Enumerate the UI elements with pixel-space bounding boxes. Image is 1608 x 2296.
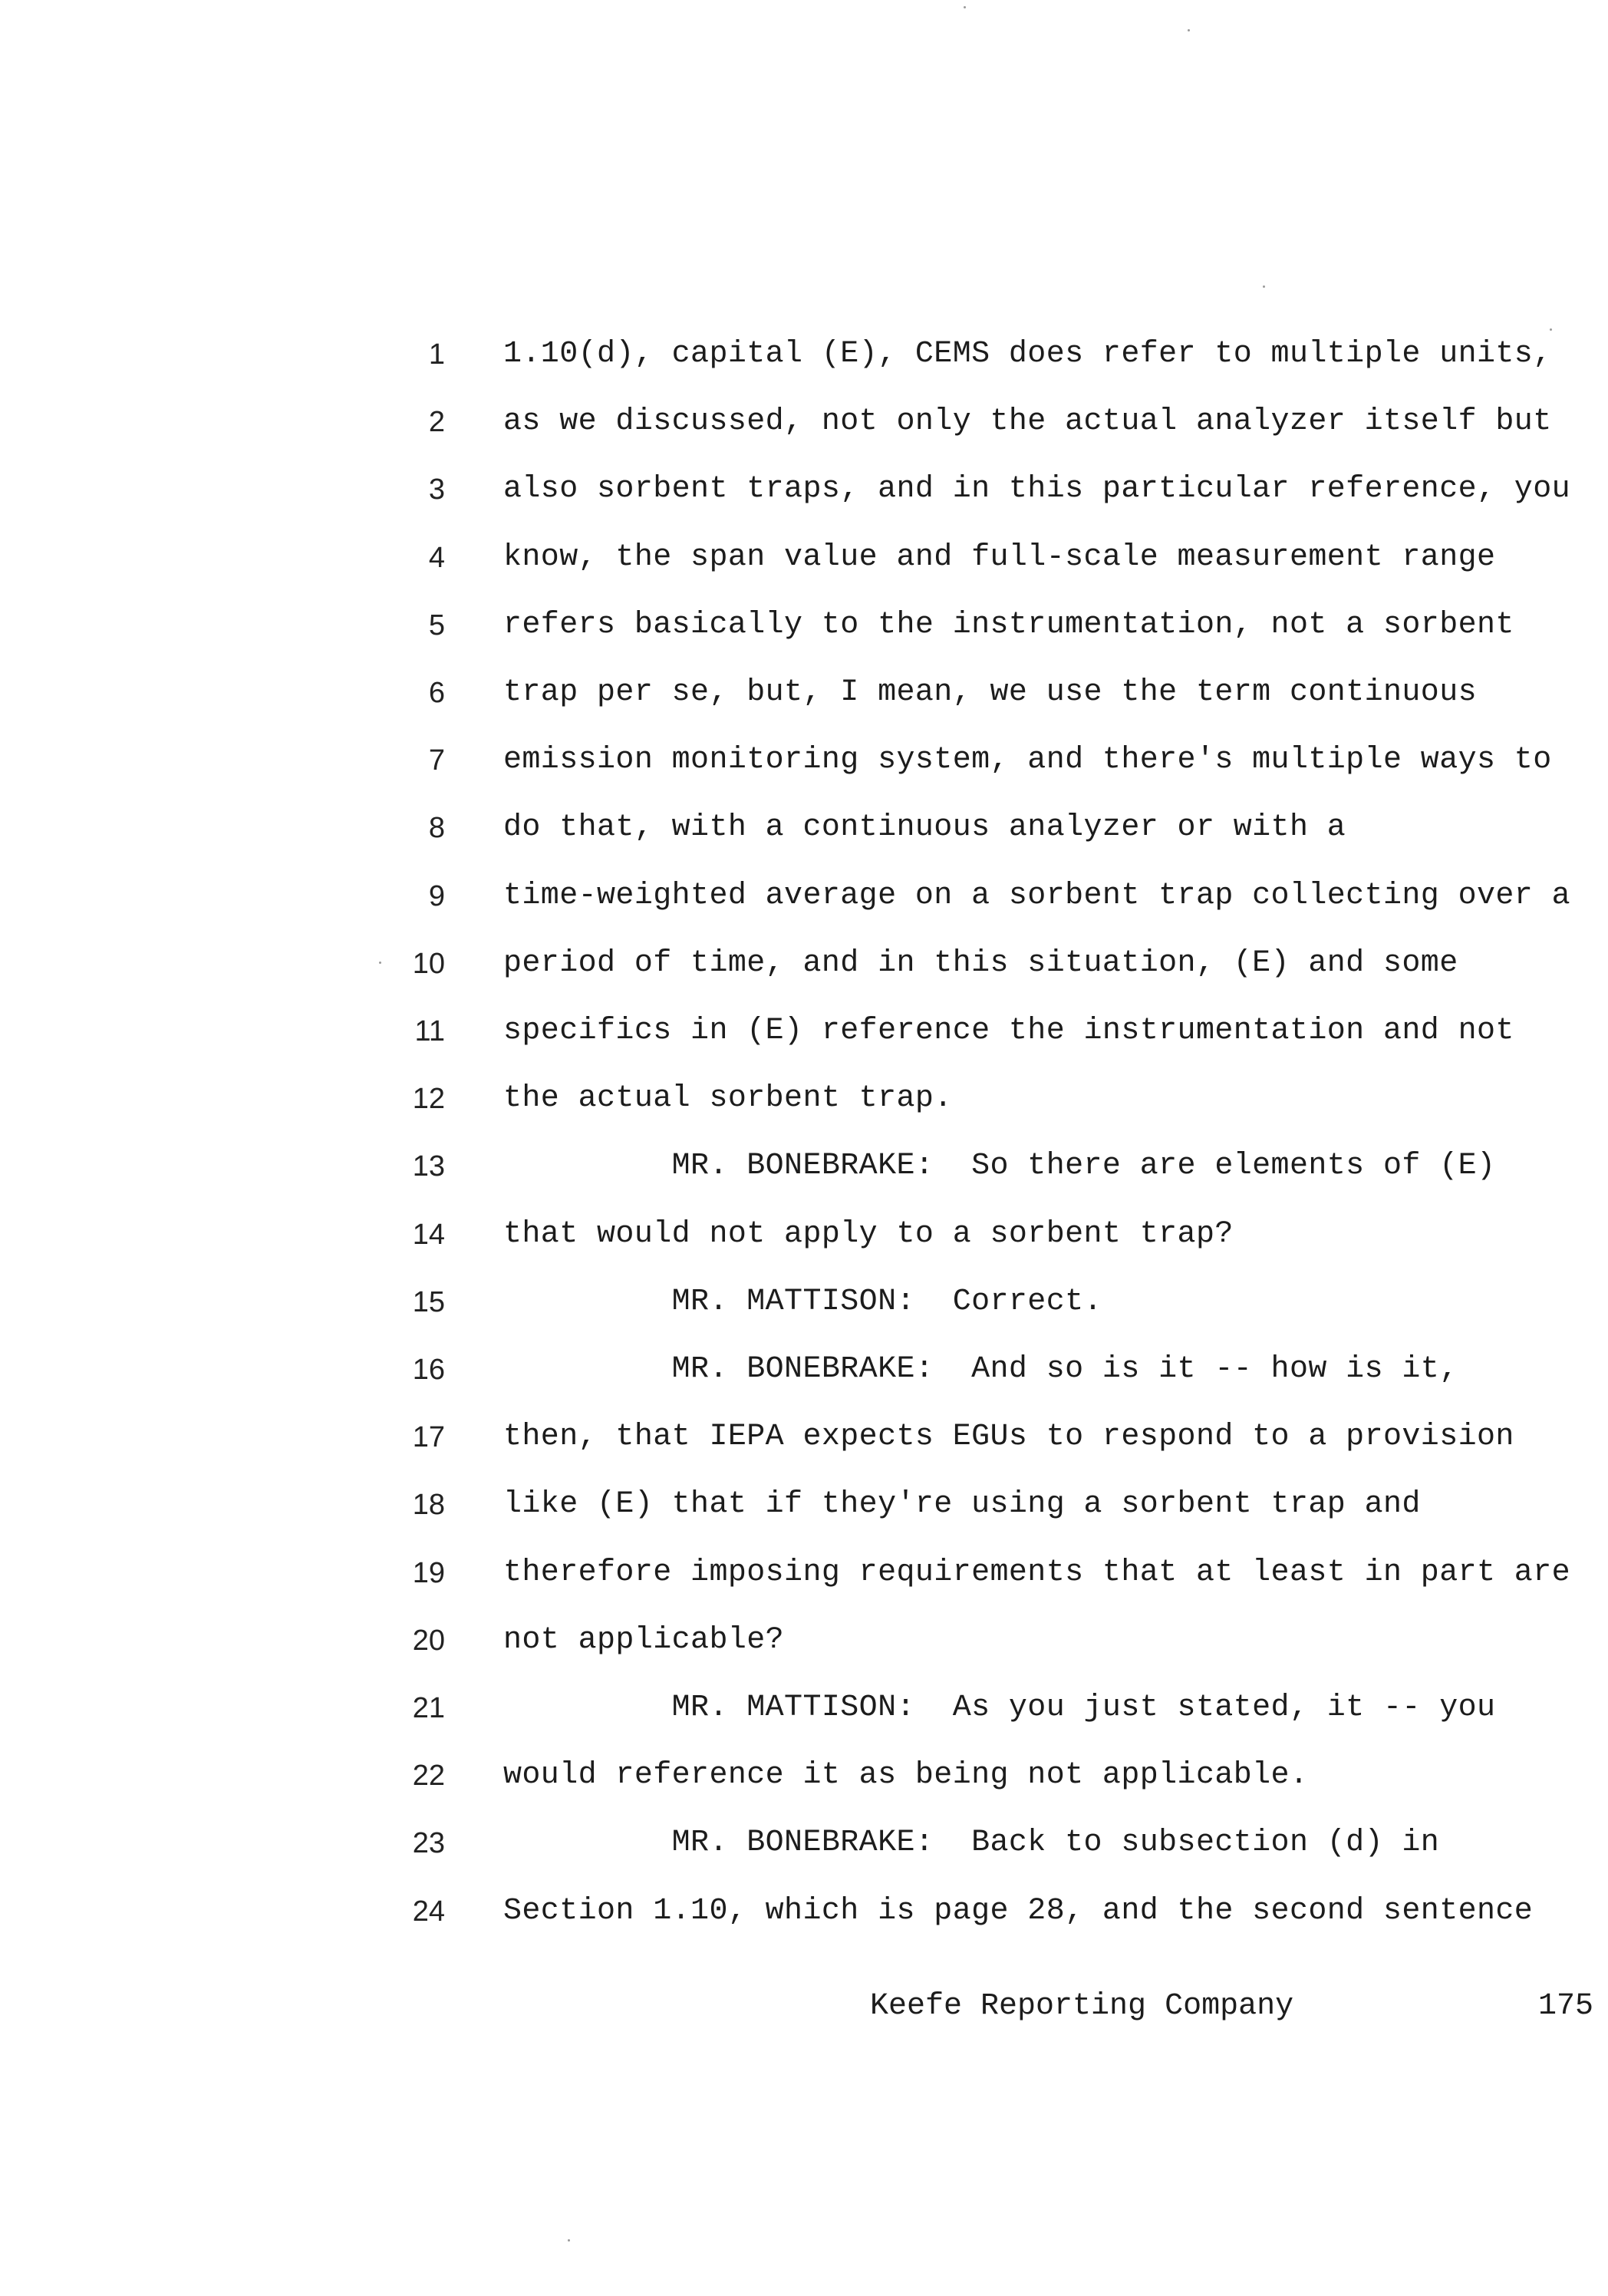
transcript-line xyxy=(0,1753,1608,1799)
line-text: trap per se, but, I mean, we use the term continuous xyxy=(503,675,1478,710)
line-number: 18 xyxy=(412,1489,445,1522)
line-text: MR. BONEBRAKE: So there are elements of (E) xyxy=(503,1149,1496,1184)
scan-speck xyxy=(1188,29,1190,31)
footer-company: Keefe Reporting Company xyxy=(870,1989,1294,2024)
line-text: emission monitoring system, and there's multiple ways to xyxy=(503,743,1552,778)
line-text: not applicable? xyxy=(503,1622,785,1658)
line-number: 24 xyxy=(412,1895,445,1928)
line-number: 13 xyxy=(412,1150,445,1183)
transcript-line xyxy=(0,941,1608,987)
line-text: then, that IEPA expects EGUs to respond to a provision xyxy=(503,1420,1514,1455)
line-number: 22 xyxy=(412,1760,445,1793)
line-text: Section 1.10, which is page 28, and the second sentence xyxy=(503,1893,1534,1928)
line-number: 17 xyxy=(412,1421,445,1454)
scan-speck xyxy=(1550,328,1552,331)
page-number: 175 xyxy=(1538,1989,1594,2024)
line-text: like (E) that if they're using a sorbent trap and xyxy=(503,1487,1421,1522)
line-number: 7 xyxy=(428,744,445,777)
line-text: that would not apply to a sorbent trap? xyxy=(503,1216,1234,1252)
transcript-line xyxy=(0,1212,1608,1258)
line-text: the actual sorbent trap. xyxy=(503,1081,953,1117)
line-text: MR. BONEBRAKE: And so is it -- how is it, xyxy=(503,1352,1458,1387)
transcript-line xyxy=(0,1347,1608,1393)
transcript-line xyxy=(0,805,1608,851)
line-number: 19 xyxy=(412,1556,445,1589)
transcript-line xyxy=(0,602,1608,648)
transcript-line xyxy=(0,873,1608,919)
line-number: 4 xyxy=(428,541,445,574)
scan-speck xyxy=(964,6,966,8)
transcript-line xyxy=(0,1008,1608,1054)
transcript-line xyxy=(0,1889,1608,1935)
transcript-line xyxy=(0,670,1608,716)
line-text: 1.10(d), capital (E), CEMS does refer to multiple units, xyxy=(503,337,1552,371)
line-number: 14 xyxy=(412,1218,445,1251)
transcript-line xyxy=(0,1482,1608,1528)
line-text: specifics in (E) reference the instrumentation and not xyxy=(503,1014,1514,1048)
line-text: therefore imposing requirements that at least in part are xyxy=(503,1555,1571,1590)
line-text: MR. BONEBRAKE: Back to subsection (d) in xyxy=(503,1826,1440,1861)
line-number: 12 xyxy=(412,1083,445,1116)
line-text: would reference it as being not applicable. xyxy=(503,1758,1309,1793)
line-number: 16 xyxy=(412,1354,445,1386)
line-number: 1 xyxy=(428,338,445,371)
transcript-line xyxy=(0,1414,1608,1460)
line-number: 5 xyxy=(428,609,445,642)
line-number: 10 xyxy=(412,947,445,980)
transcript-line xyxy=(0,332,1608,378)
line-number: 15 xyxy=(412,1285,445,1318)
transcript-line xyxy=(0,737,1608,783)
line-number: 9 xyxy=(428,879,445,912)
line-text: also sorbent traps, and in this particular reference, you xyxy=(503,472,1571,507)
line-number: 11 xyxy=(414,1015,445,1047)
transcript-line xyxy=(0,1076,1608,1122)
line-text: MR. MATTISON: Correct. xyxy=(503,1284,1102,1319)
line-number: 21 xyxy=(412,1692,445,1724)
transcript-line xyxy=(0,467,1608,513)
transcript-line xyxy=(0,399,1608,445)
line-text: do that, with a continuous analyzer or with a xyxy=(503,810,1346,846)
transcript-line xyxy=(0,1550,1608,1596)
transcript-line xyxy=(0,1618,1608,1664)
line-text: refers basically to the instrumentation, not a sorbent xyxy=(503,607,1514,642)
line-number: 2 xyxy=(428,406,445,439)
line-text: know, the span value and full-scale measurement range xyxy=(503,539,1496,575)
line-text: as we discussed, not only the actual analyzer itself but xyxy=(503,404,1552,440)
line-number: 20 xyxy=(412,1624,445,1657)
transcript-line xyxy=(0,1685,1608,1731)
line-text: period of time, and in this situation, (E) and some xyxy=(503,945,1458,981)
transcript-line xyxy=(0,535,1608,581)
scan-speck xyxy=(379,962,381,964)
transcript-line xyxy=(0,1279,1608,1325)
scan-speck xyxy=(568,2239,570,2242)
line-number: 8 xyxy=(428,812,445,845)
transcript-line xyxy=(0,1820,1608,1866)
line-text: MR. MATTISON: As you just stated, it -- you xyxy=(503,1691,1496,1725)
line-number: 3 xyxy=(428,473,445,506)
line-number: 6 xyxy=(428,677,445,709)
transcript-line xyxy=(0,1143,1608,1189)
line-text: time-weighted average on a sorbent trap collecting over a xyxy=(503,878,1571,913)
scan-speck xyxy=(1263,285,1265,288)
line-number: 23 xyxy=(412,1827,445,1860)
